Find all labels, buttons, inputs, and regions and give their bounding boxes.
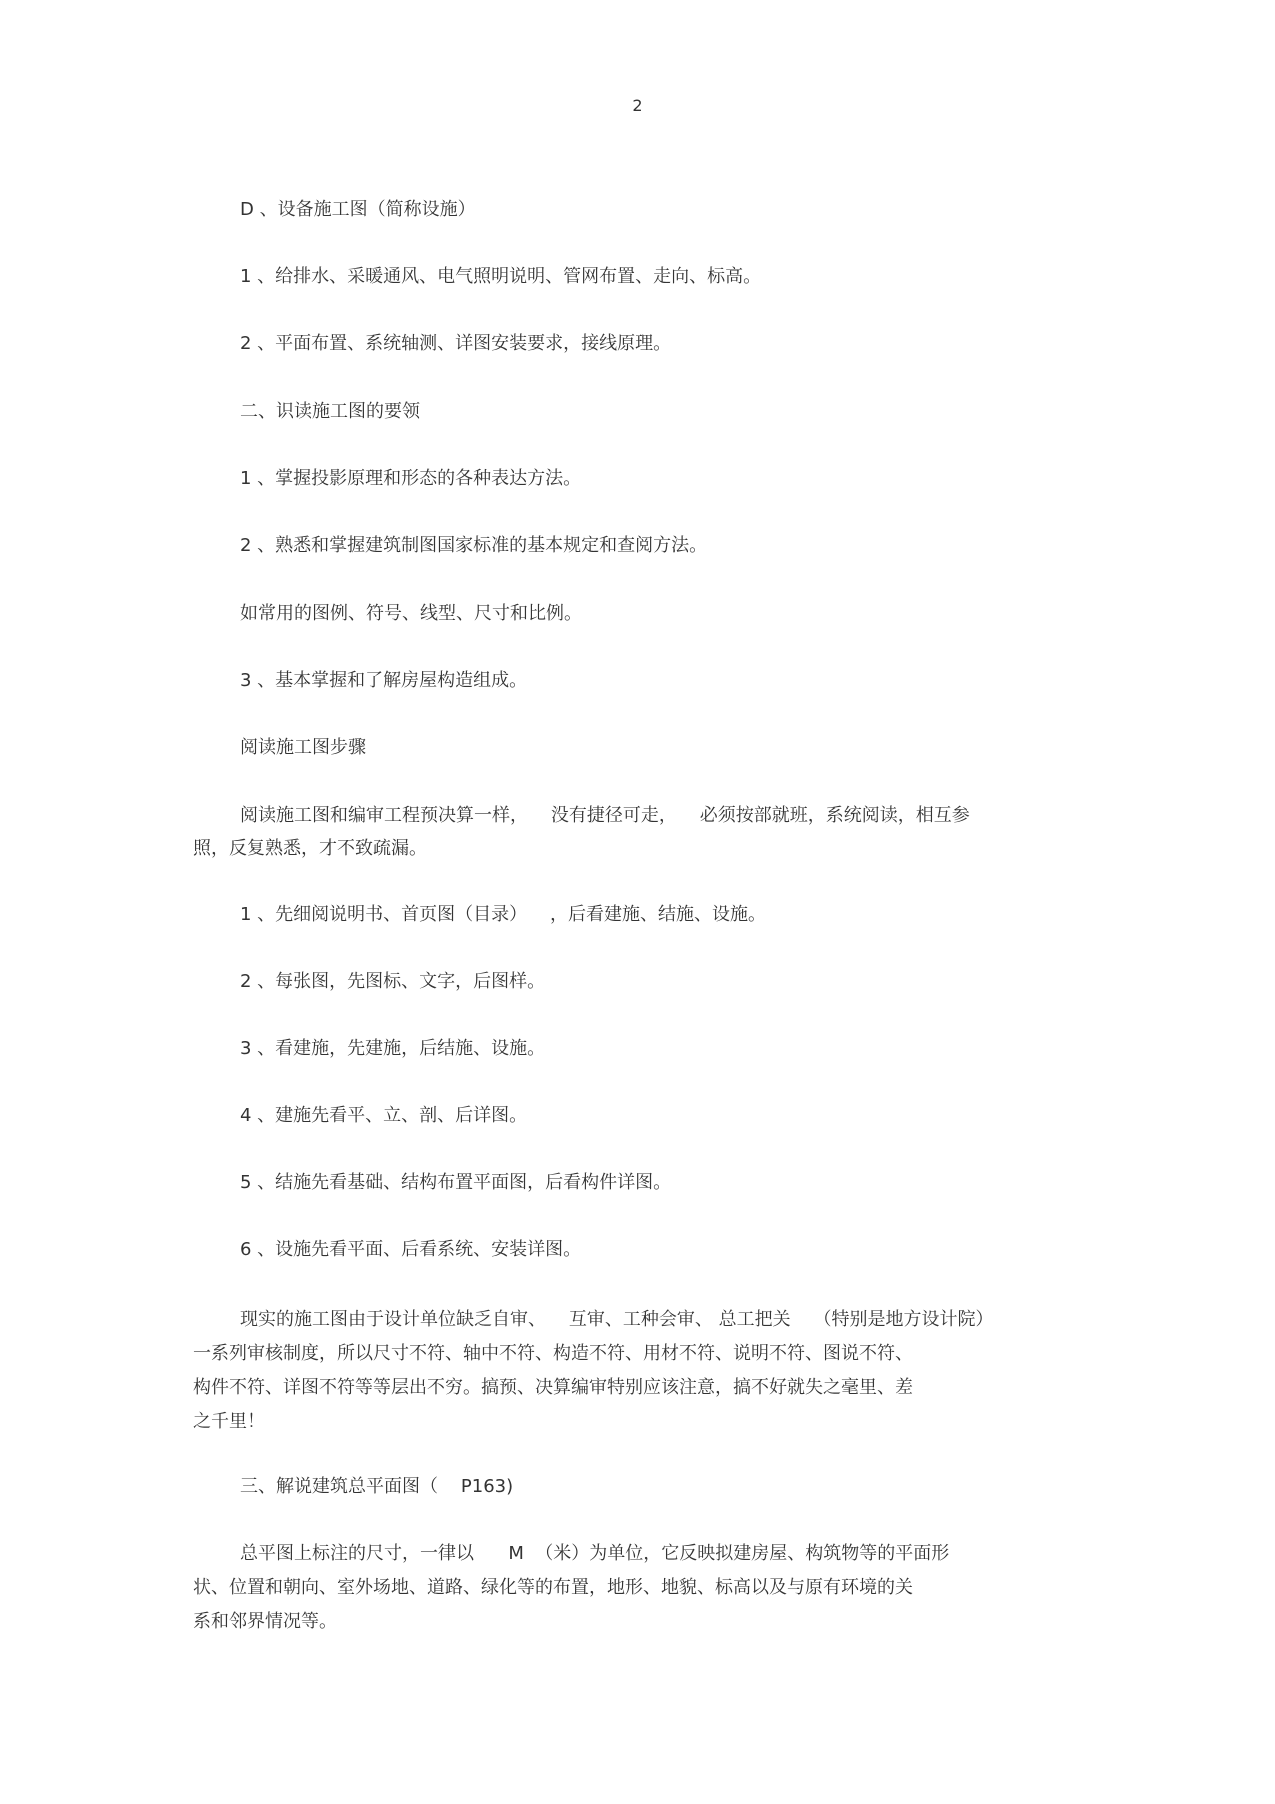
subheading: 阅读施工图步骤 [240, 737, 366, 758]
paragraph: 总平图上标注的尺寸，一律以 M （米）为单位，它反映拟建房屋、构筑物等的平面形 [240, 1543, 950, 1564]
paragraph: 现实的施工图由于设计单位缺乏自审、 互审、工种会审、 总工把关 （特别是地方设计院） [240, 1309, 994, 1330]
paragraph: 6 、设施先看平面、后看系统、安装详图。 [240, 1239, 582, 1260]
paragraph: 1 、给排水、采暖通风、电气照明说明、管网布置、走向、标高。 [240, 266, 762, 287]
paragraph-continuation: 照，反复熟悉，才不致疏漏。 [193, 838, 427, 859]
paragraph: 2 、熟悉和掌握建筑制图国家标准的基本规定和查阅方法。 [240, 535, 708, 556]
paragraph: 3 、看建施，先建施，后结施、设施。 [240, 1038, 546, 1059]
paragraph: 1 、掌握投影原理和形态的各种表达方法。 [240, 468, 582, 489]
section-heading-3: 三、解说建筑总平面图（ P163) [240, 1476, 514, 1497]
paragraph-continuation: 状、位置和朝向、室外场地、道路、绿化等的布置，地形、地貌、标高以及与原有环境的关 [193, 1577, 913, 1598]
paragraph: 1 、先细阅说明书、首页图（目录） ，后看建施、结施、设施。 [240, 904, 767, 925]
paragraph-continuation: 之千里！ [193, 1411, 265, 1432]
paragraph: 2 、平面布置、系统轴测、详图安装要求，接线原理。 [240, 333, 672, 354]
paragraph-continuation: 系和邻界情况等。 [193, 1611, 337, 1632]
section-heading-d: D 、设备施工图（简称设施） [240, 199, 476, 220]
section-heading-2: 二、识读施工图的要领 [240, 401, 420, 422]
paragraph: 2 、每张图，先图标、文字，后图样。 [240, 971, 546, 992]
paragraph: 5 、结施先看基础、结构布置平面图，后看构件详图。 [240, 1172, 672, 1193]
paragraph-continuation: 一系列审核制度，所以尺寸不符、轴中不符、构造不符、用材不符、说明不符、图说不符、 [193, 1343, 913, 1364]
paragraph: 如常用的图例、符号、线型、尺寸和比例。 [240, 603, 582, 624]
paragraph: 3 、基本掌握和了解房屋构造组成。 [240, 670, 528, 691]
paragraph: 4 、建施先看平、立、剖、后详图。 [240, 1105, 528, 1126]
page-number: 2 [632, 96, 643, 115]
paragraph: 阅读施工图和编审工程预决算一样， 没有捷径可走， 必须按部就班，系统阅读，相互参 [240, 805, 970, 826]
paragraph-continuation: 构件不符、详图不符等等层出不穷。搞预、决算编审特别应该注意，搞不好就失之毫里、差 [193, 1377, 913, 1398]
